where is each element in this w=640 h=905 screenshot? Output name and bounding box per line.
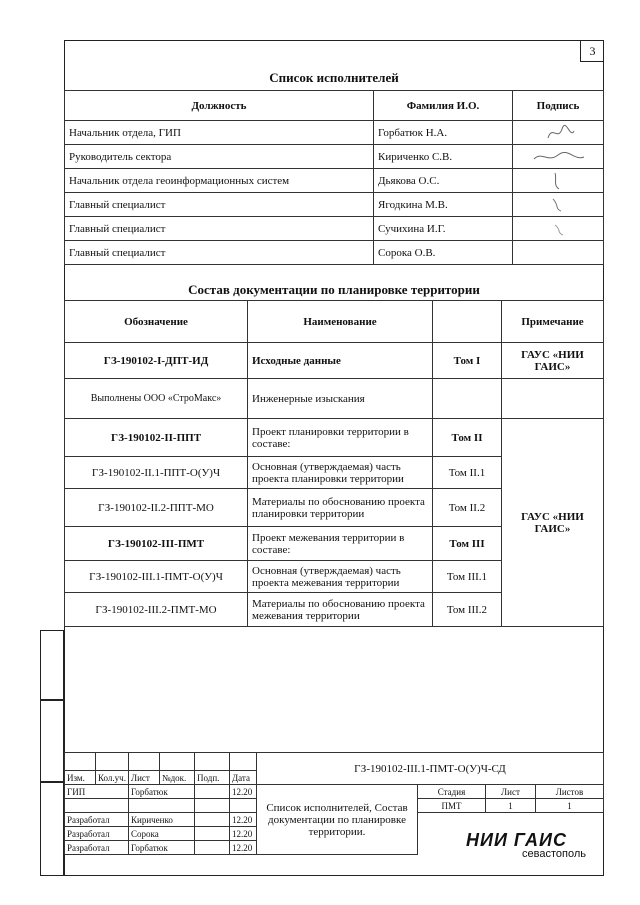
signature-image (513, 169, 604, 193)
sheet-header: Лист (485, 785, 535, 799)
docs-title: Состав документации по планировке территории (188, 282, 480, 297)
signature-image (513, 121, 604, 145)
title-cell: Проект межевания территории в составе: (248, 527, 433, 561)
name-cell: Ягодкина М.В. (374, 193, 513, 217)
binding-strip-1 (40, 630, 64, 700)
table-row (65, 145, 604, 169)
stage-value: ПМТ (418, 799, 486, 813)
signature-image (513, 217, 604, 241)
table-row (65, 343, 604, 379)
col-header: Лист (129, 771, 160, 785)
role-cell: Разработал (65, 841, 129, 855)
name-cell: Горбатюк Н.А. (374, 121, 513, 145)
col-header: Кол.уч. (96, 771, 129, 785)
code-cell: ГЗ-190102-III.2-ПМТ-МО (65, 593, 248, 627)
stage-header: Стадия (418, 785, 486, 799)
table-row (65, 121, 604, 145)
code-cell: Выполнены ООО «СтроМакс» (65, 379, 248, 419)
date-cell: 12.20 (230, 827, 257, 841)
volume-cell: Том III (433, 527, 502, 561)
date-cell: 12.20 (230, 785, 257, 799)
volume-cell: Том II (433, 419, 502, 457)
header-name: Фамилия И.О. (374, 91, 513, 121)
col-header: Подп. (195, 771, 230, 785)
table-row (65, 217, 604, 241)
col-header: Изм. (65, 771, 96, 785)
col-header: Дата (230, 771, 257, 785)
signature-image (513, 241, 604, 265)
volume-cell: Том I (433, 343, 502, 379)
position-cell: Главный специалист (65, 217, 374, 241)
title-cell: Проект планировки территории в составе: (248, 419, 433, 457)
position-cell: Руководитель сектора (65, 145, 374, 169)
logo-text: НИИ ГАИС (466, 830, 567, 850)
sheets-value: 1 (535, 799, 603, 813)
name-cell: Сорока О.В. (374, 241, 513, 265)
table-row (65, 193, 604, 217)
position-cell: Главный специалист (65, 241, 374, 265)
sheet-value: 1 (485, 799, 535, 813)
name-cell: Сучихина И.Г. (374, 217, 513, 241)
header-note: Примечание (502, 301, 604, 343)
table-row (65, 379, 604, 419)
person-cell: Кириченко (129, 813, 195, 827)
position-cell: Главный специалист (65, 193, 374, 217)
col-header: №док. (160, 771, 195, 785)
binding-strip-3 (40, 782, 64, 876)
doc-code: ГЗ-190102-III.1-ПМТ-О(У)Ч-СД (257, 753, 604, 785)
note-cell: ГАУС «НИИ ГАИС» (502, 343, 604, 379)
code-cell: ГЗ-190102-III-ПМТ (65, 527, 248, 561)
person-cell: Сорока (129, 827, 195, 841)
role-cell: Разработал (65, 827, 129, 841)
doc-title: Список исполнителей, Состав документации по планировке территории. (257, 785, 418, 855)
name-cell: Дьякова О.С. (374, 169, 513, 193)
date-cell: 12.20 (230, 813, 257, 827)
executors-table (64, 90, 604, 265)
date-cell: 12.20 (230, 841, 257, 855)
niigais-logo (466, 830, 586, 860)
volume-cell: Том II.2 (433, 489, 502, 527)
code-cell: ГЗ-190102-II.1-ППТ-О(У)Ч (65, 457, 248, 489)
table-row (65, 419, 604, 457)
signature-image (513, 145, 604, 169)
header-code: Обозначение (65, 301, 248, 343)
person-cell: Горбатюк (129, 785, 195, 799)
header-title: Наименование (248, 301, 433, 343)
page-number: 3 (580, 40, 604, 62)
table-row (65, 241, 604, 265)
code-cell: ГЗ-190102-III.1-ПМТ-О(У)Ч (65, 561, 248, 593)
header-position: Должность (65, 91, 374, 121)
role-cell: ГИП (65, 785, 129, 799)
role-cell: Разработал (65, 813, 129, 827)
code-cell: ГЗ-190102-II.2-ППТ-МО (65, 489, 248, 527)
title-cell: Исходные данные (248, 343, 433, 379)
code-cell: ГЗ-190102-I-ДПТ-ИД (65, 343, 248, 379)
binding-strip-2 (40, 700, 64, 782)
table-row (65, 169, 604, 193)
volume-cell (433, 379, 502, 419)
executors-title: Список исполнителей (269, 70, 399, 85)
name-cell: Кириченко С.В. (374, 145, 513, 169)
docs-table (64, 300, 604, 627)
volume-cell: Том III.2 (433, 593, 502, 627)
title-cell: Материалы по обоснованию проекта планировки территории (248, 489, 433, 527)
position-cell: Начальник отдела геоинформационных систем (65, 169, 374, 193)
signature-image (513, 193, 604, 217)
sheets-header: Листов (535, 785, 603, 799)
header-volume (433, 301, 502, 343)
logo-subtitle: севастополь (522, 848, 586, 860)
volume-cell: Том II.1 (433, 457, 502, 489)
position-cell: Начальник отдела, ГИП (65, 121, 374, 145)
title-cell: Основная (утверждаемая) часть проекта межевания территории (248, 561, 433, 593)
title-cell: Инженерные изыскания (248, 379, 433, 419)
header-signature: Подпись (513, 91, 604, 121)
title-cell: Материалы по обоснованию проекта межевания территории (248, 593, 433, 627)
title-cell: Основная (утверждаемая) часть проекта планировки территории (248, 457, 433, 489)
code-cell: ГЗ-190102-II-ППТ (65, 419, 248, 457)
person-cell: Горбатюк (129, 841, 195, 855)
volume-cell: Том III.1 (433, 561, 502, 593)
note-cell: ГАУС «НИИ ГАИС» (502, 419, 604, 627)
